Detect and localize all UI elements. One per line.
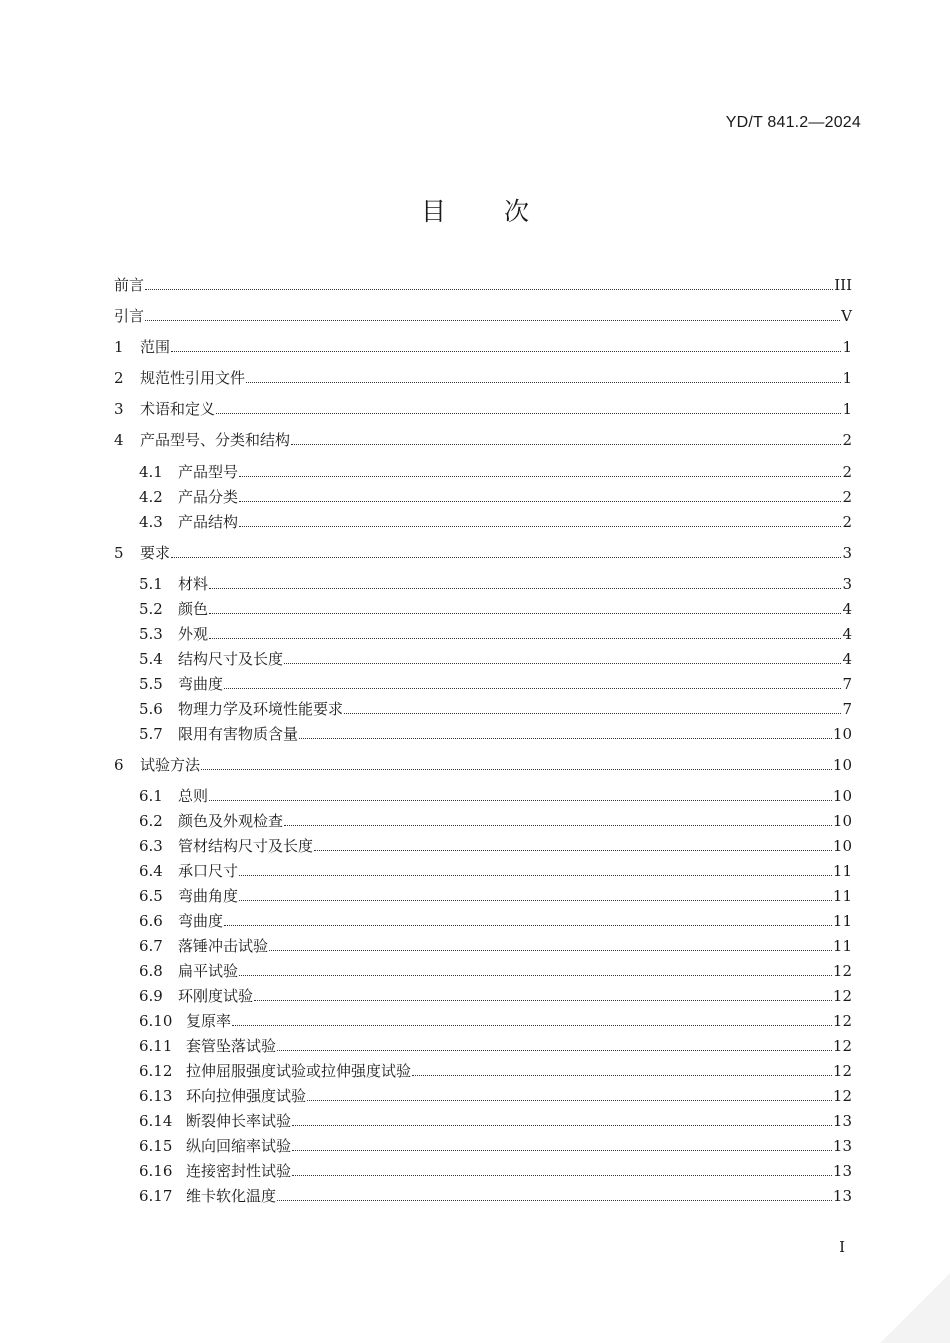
- toc-dot-leader: [224, 687, 841, 689]
- toc-entry-page: 1: [842, 338, 852, 356]
- toc-dot-leader: [307, 1099, 832, 1101]
- toc-dot-leader: [239, 525, 841, 527]
- toc-entry-page: V: [841, 307, 852, 325]
- toc-entry-number: 5.1: [139, 575, 163, 593]
- toc-entry[interactable]: [139, 808, 852, 830]
- toc-entry-page: 10: [832, 812, 852, 830]
- toc-entry-label: 落锤冲击试验: [178, 937, 269, 955]
- toc-entry[interactable]: [139, 1083, 852, 1105]
- toc-entry-label: 复原率: [186, 1012, 232, 1030]
- toc-entry-number: 5.2: [139, 600, 163, 618]
- toc-dot-leader: [284, 824, 832, 826]
- toc-dot-leader: [292, 1124, 832, 1126]
- toc-entry[interactable]: [139, 1158, 852, 1180]
- toc-entry[interactable]: [139, 1008, 852, 1030]
- toc-entry-number: 5.4: [139, 650, 163, 668]
- toc-entry-page: 1: [842, 400, 852, 418]
- toc-entry-page: 13: [832, 1162, 852, 1180]
- toc-entry-label: 试验方法: [140, 756, 201, 774]
- toc-entry-label: 颜色及外观检查: [178, 812, 284, 830]
- toc-entry-number: 6.15: [139, 1137, 173, 1155]
- toc-entry-number: 4: [114, 431, 124, 449]
- toc-entry[interactable]: [139, 858, 852, 880]
- toc-dot-leader: [292, 1149, 832, 1151]
- toc-entry-page: 2: [842, 488, 852, 506]
- toc-entry-page: 10: [832, 725, 852, 743]
- toc-dot-leader: [171, 350, 841, 352]
- toc-entry-label: 前言: [114, 276, 145, 294]
- toc-entry-label: 总则: [178, 787, 209, 805]
- toc-dot-leader: [254, 999, 832, 1001]
- toc-entry-page: 7: [842, 675, 852, 693]
- toc-entry[interactable]: [139, 1133, 852, 1155]
- toc-entry-number: 5: [114, 544, 124, 562]
- toc-entry[interactable]: [139, 783, 852, 805]
- toc-entry-number: 6.17: [139, 1187, 173, 1205]
- toc-entry-label: 术语和定义: [140, 400, 216, 418]
- toc-entry[interactable]: [139, 621, 852, 643]
- toc-entry[interactable]: [139, 1058, 852, 1080]
- toc-entry-number: 6.8: [139, 962, 163, 980]
- standard-code: YD/T 841.2—2024: [725, 114, 861, 131]
- toc-entry-number: 6.5: [139, 887, 163, 905]
- toc-entry[interactable]: [139, 1033, 852, 1055]
- toc-entry[interactable]: [114, 540, 852, 562]
- toc-entry-page: 7: [842, 700, 852, 718]
- toc-entry-label: 产品分类: [178, 488, 239, 506]
- toc-entry[interactable]: [139, 646, 852, 668]
- toc-dot-leader: [201, 768, 832, 770]
- toc-dot-leader: [209, 587, 841, 589]
- toc-entry-page: 4: [842, 625, 852, 643]
- toc-entry[interactable]: [139, 671, 852, 693]
- toc-dot-leader: [269, 949, 832, 951]
- toc-dot-leader: [246, 381, 841, 383]
- toc-entry[interactable]: [114, 752, 852, 774]
- toc-entry-page: 4: [842, 650, 852, 668]
- toc-entry[interactable]: [139, 596, 852, 618]
- toc-entry[interactable]: [114, 396, 852, 418]
- toc-entry-label: 维卡软化温度: [186, 1187, 277, 1205]
- toc-entry[interactable]: [139, 933, 852, 955]
- toc-entry-number: 5.3: [139, 625, 163, 643]
- toc-entry-page: 3: [842, 544, 852, 562]
- toc-entry-number: 6.10: [139, 1012, 173, 1030]
- toc-entry-label: 产品型号、分类和结构: [140, 431, 291, 449]
- toc-entry-page: 13: [832, 1112, 852, 1130]
- toc-entry-page: 11: [832, 862, 852, 880]
- toc-entry-page: 12: [832, 1087, 852, 1105]
- toc-entry-number: 6.6: [139, 912, 163, 930]
- toc-entry[interactable]: [139, 721, 852, 743]
- toc-entry-number: 6.3: [139, 837, 163, 855]
- toc-entry-number: 3: [114, 400, 124, 418]
- toc-entry-label: 管材结构尺寸及长度: [178, 837, 314, 855]
- toc-entry-page: 3: [842, 575, 852, 593]
- toc-dot-leader: [209, 637, 841, 639]
- toc-entry[interactable]: [114, 427, 852, 449]
- toc-entry-number: 6.4: [139, 862, 163, 880]
- toc-entry-label: 扁平试验: [178, 962, 239, 980]
- toc-entry-page: 13: [832, 1187, 852, 1205]
- toc-entry[interactable]: [139, 509, 852, 531]
- toc-dot-leader: [224, 924, 832, 926]
- toc-entry-label: 限用有害物质含量: [178, 725, 299, 743]
- toc-entry-label: 产品结构: [178, 513, 239, 531]
- toc-dot-leader: [145, 319, 840, 321]
- toc-dot-leader: [239, 899, 832, 901]
- toc-entry-page: 12: [832, 1037, 852, 1055]
- toc-entry-label: 纵向回缩率试验: [186, 1137, 292, 1155]
- toc-entry-page: 1: [842, 369, 852, 387]
- toc-entry-number: 6.12: [139, 1062, 173, 1080]
- toc-entry[interactable]: [139, 1183, 852, 1205]
- toc-entry-number: 5.7: [139, 725, 163, 743]
- toc-entry-number: 6.9: [139, 987, 163, 1005]
- page-number: I: [839, 1238, 845, 1256]
- toc-entry-label: 外观: [178, 625, 209, 643]
- toc-entry-label: 弯曲度: [178, 912, 224, 930]
- toc-entry-label: 承口尺寸: [178, 862, 239, 880]
- toc-entry-number: 2: [114, 369, 124, 387]
- toc-entry[interactable]: [139, 459, 852, 481]
- toc-entry-number: 4.2: [139, 488, 163, 506]
- toc-dot-leader: [209, 612, 841, 614]
- toc-entry-label: 颜色: [178, 600, 209, 618]
- toc-entry-page: 12: [832, 1062, 852, 1080]
- toc-entry-page: 10: [832, 756, 852, 774]
- toc-entry-label: 材料: [178, 575, 209, 593]
- toc-entry-label: 物理力学及环境性能要求: [178, 700, 344, 718]
- toc-entry-label: 结构尺寸及长度: [178, 650, 284, 668]
- toc-entry-number: 6: [114, 756, 124, 774]
- toc-dot-leader: [209, 799, 832, 801]
- toc-entry-number: 6.1: [139, 787, 163, 805]
- toc-entry[interactable]: [114, 303, 852, 325]
- toc-dot-leader: [239, 500, 841, 502]
- toc-entry[interactable]: [114, 272, 852, 294]
- page-title: 目次: [420, 197, 587, 226]
- toc-entry[interactable]: [114, 365, 852, 387]
- page-curl-corner: [880, 1273, 950, 1343]
- toc-dot-leader: [412, 1074, 832, 1076]
- toc-entry-number: 4.3: [139, 513, 163, 531]
- toc-entry[interactable]: [139, 833, 852, 855]
- toc-dot-leader: [284, 662, 841, 664]
- toc-entry[interactable]: [139, 883, 852, 905]
- toc-entry[interactable]: [139, 1108, 852, 1130]
- toc-entry-page: 10: [832, 787, 852, 805]
- toc-dot-leader: [239, 974, 832, 976]
- toc-entry[interactable]: [114, 334, 852, 356]
- toc-dot-leader: [232, 1024, 832, 1026]
- toc-dot-leader: [292, 1174, 832, 1176]
- toc-entry-page: 12: [832, 1012, 852, 1030]
- toc-dot-leader: [239, 475, 841, 477]
- toc-entry-label: 套管坠落试验: [186, 1037, 277, 1055]
- toc-entry-label: 规范性引用文件: [140, 369, 246, 387]
- toc-entry-page: 10: [832, 837, 852, 855]
- toc-dot-leader: [216, 412, 841, 414]
- toc-entry-label: 拉伸屈服强度试验或拉伸强度试验: [186, 1062, 412, 1080]
- toc-entry[interactable]: [139, 696, 852, 718]
- toc-entry[interactable]: [139, 571, 852, 593]
- toc-entry[interactable]: [139, 484, 852, 506]
- toc-entry-page: 13: [832, 1137, 852, 1155]
- toc-entry-number: 6.11: [139, 1037, 173, 1055]
- toc-entry-number: 6.14: [139, 1112, 173, 1130]
- toc-entry-page: 11: [832, 887, 852, 905]
- toc-entry-label: 范围: [140, 338, 171, 356]
- toc-dot-leader: [344, 712, 841, 714]
- toc-dot-leader: [314, 849, 832, 851]
- toc-dot-leader: [291, 443, 841, 445]
- toc-dot-leader: [145, 288, 833, 290]
- toc-entry-page: 2: [842, 463, 852, 481]
- toc-dot-leader: [239, 874, 832, 876]
- toc-entry-label: 弯曲度: [178, 675, 224, 693]
- toc-dot-leader: [277, 1049, 832, 1051]
- toc-entry-page: III: [834, 276, 852, 294]
- toc-entry-number: 6.2: [139, 812, 163, 830]
- toc-dot-leader: [277, 1199, 832, 1201]
- toc-entry-label: 要求: [140, 544, 171, 562]
- toc-entry-page: 12: [832, 962, 852, 980]
- toc-entry-label: 断裂伸长率试验: [186, 1112, 292, 1130]
- toc-dot-leader: [299, 737, 832, 739]
- toc-entry-number: 5.5: [139, 675, 163, 693]
- toc-entry-number: 6.13: [139, 1087, 173, 1105]
- toc-entry-page: 2: [842, 513, 852, 531]
- toc-entry[interactable]: [139, 908, 852, 930]
- toc-entry-page: 4: [842, 600, 852, 618]
- toc-dot-leader: [171, 556, 841, 558]
- toc-entry[interactable]: [139, 958, 852, 980]
- toc-entry-label: 弯曲角度: [178, 887, 239, 905]
- toc-entry-page: 11: [832, 912, 852, 930]
- toc-entry-label: 连接密封性试验: [186, 1162, 292, 1180]
- toc-entry-number: 6.7: [139, 937, 163, 955]
- toc-entry-label: 引言: [114, 307, 145, 325]
- toc-entry-page: 12: [832, 987, 852, 1005]
- toc-entry-number: 4.1: [139, 463, 163, 481]
- toc-entry[interactable]: [139, 983, 852, 1005]
- toc-entry-label: 环向拉伸强度试验: [186, 1087, 307, 1105]
- toc-entry-number: 6.16: [139, 1162, 173, 1180]
- toc-entry-number: 1: [114, 338, 124, 356]
- toc-entry-page: 2: [842, 431, 852, 449]
- toc-entry-label: 环刚度试验: [178, 987, 254, 1005]
- toc-entry-number: 5.6: [139, 700, 163, 718]
- toc-entry-label: 产品型号: [178, 463, 239, 481]
- toc-entry-page: 11: [832, 937, 852, 955]
